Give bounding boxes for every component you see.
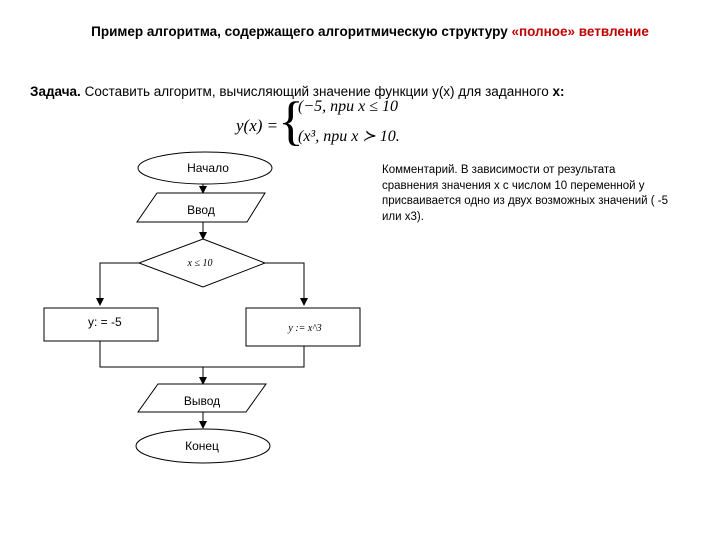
connector-condition-left (100, 263, 139, 305)
task-variable: x: (552, 84, 565, 99)
formula-case-1: (−5, при x ≤ 10 (298, 98, 399, 115)
input-label: Ввод (187, 203, 215, 217)
formula-brace: { (278, 91, 304, 151)
formula-case-2: (x³, при x ≻ 10. (298, 128, 400, 145)
task-label: Задача. (30, 84, 81, 99)
comment-text: Комментарий. В зависимости от результата сравнения значения x с числом 10 переменной y присваивается одно из двух возможных значений ( -5 или x3). (382, 164, 668, 223)
title-accent: «полное» ветвление (511, 24, 649, 39)
task-text: Составить алгоритм, вычисляющий значение функции y(x) для заданного (80, 84, 553, 99)
connector-condition-right (265, 263, 304, 305)
assign-right-label: y := x^3 (288, 323, 322, 334)
condition-label: x ≤ 10 (187, 258, 213, 269)
formula-lhs: y(x) = (236, 116, 279, 135)
end-label: Конец (185, 439, 219, 453)
title-main: Пример алгоритма, содержащего алгоритмическую структуру (91, 24, 508, 39)
start-label: Начало (187, 161, 229, 175)
assign-left-label: y: = -5 (88, 315, 122, 329)
output-label: Вывод (183, 394, 221, 408)
